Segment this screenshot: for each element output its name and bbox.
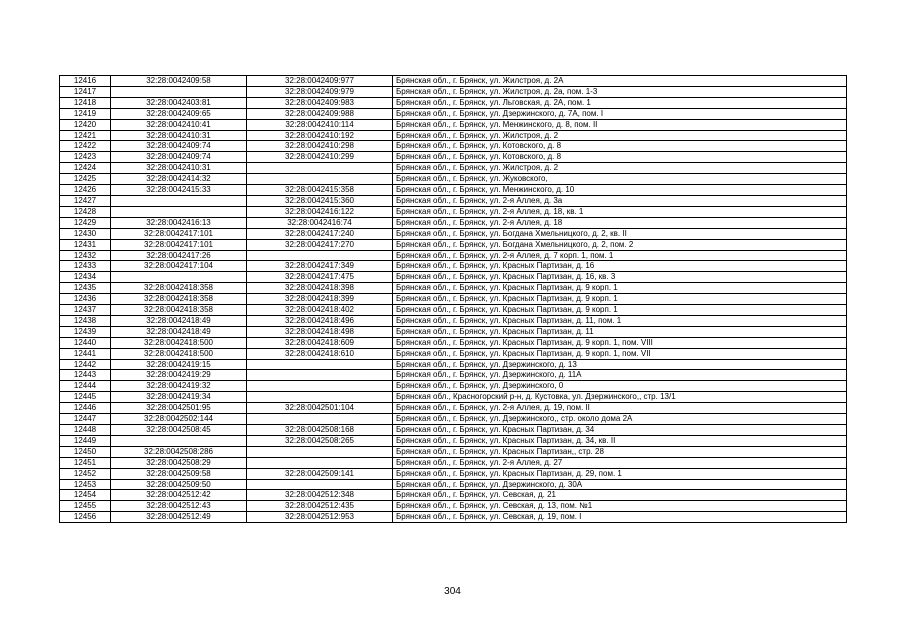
land-cadastral-number-cell: 32:28:0042403:81	[111, 97, 247, 108]
table-row	[60, 294, 847, 305]
address-cell: Брянская обл., г. Брянск, ул. Красных Партизан, д. 9 корп. 1, пом. VII	[393, 348, 847, 359]
land-cadastral-number-cell: 32:28:0042409:74	[111, 141, 247, 152]
land-cadastral-number-cell: 32:28:0042419:34	[111, 392, 247, 403]
address-cell: Брянская обл., г. Брянск, ул. Жуковского,	[393, 174, 847, 185]
table-row	[60, 490, 847, 501]
table-row	[60, 206, 847, 217]
object-cadastral-number-cell	[247, 250, 393, 261]
object-cadastral-number-cell: 32:28:0042418:402	[247, 305, 393, 316]
object-cadastral-number-cell	[247, 392, 393, 403]
land-cadastral-number-cell: 32:28:0042419:15	[111, 359, 247, 370]
table-row	[60, 414, 847, 425]
row-number-cell: 12442	[60, 359, 111, 370]
object-cadastral-number-cell: 32:28:0042410:299	[247, 152, 393, 163]
row-number-cell: 12452	[60, 468, 111, 479]
object-cadastral-number-cell: 32:28:0042418:609	[247, 337, 393, 348]
address-cell: Брянская обл., г. Брянск, ул. Красных Партизан, д. 16	[393, 261, 847, 272]
object-cadastral-number-cell: 32:28:0042410:114	[247, 119, 393, 130]
row-number-cell: 12450	[60, 446, 111, 457]
table-row	[60, 250, 847, 261]
row-number-cell: 12447	[60, 414, 111, 425]
row-number-cell: 12445	[60, 392, 111, 403]
table-row	[60, 359, 847, 370]
table-row	[60, 479, 847, 490]
address-cell: Брянская обл., г. Брянск, ул. Красных Партизан, д. 9 корп. 1	[393, 294, 847, 305]
land-cadastral-number-cell: 32:28:0042417:104	[111, 261, 247, 272]
table-row	[60, 261, 847, 272]
land-cadastral-number-cell: 32:28:0042415:33	[111, 185, 247, 196]
object-cadastral-number-cell: 32:28:0042409:988	[247, 108, 393, 119]
row-number-cell: 12436	[60, 294, 111, 305]
table-row	[60, 370, 847, 381]
object-cadastral-number-cell: 32:28:0042416:122	[247, 206, 393, 217]
table-row	[60, 86, 847, 97]
address-cell: Брянская обл., г. Брянск, ул. 2-я Аллея, д. 27	[393, 457, 847, 468]
address-cell: Брянская обл., г. Брянск, ул. Красных Партизан, д. 34	[393, 425, 847, 436]
address-cell: Брянская обл., г. Брянск, ул. Дзержинского, д. 13	[393, 359, 847, 370]
land-cadastral-number-cell: 32:28:0042509:50	[111, 479, 247, 490]
land-cadastral-number-cell: 32:28:0042418:500	[111, 337, 247, 348]
row-number-cell: 12423	[60, 152, 111, 163]
row-number-cell: 12435	[60, 283, 111, 294]
object-cadastral-number-cell	[247, 174, 393, 185]
row-number-cell: 12429	[60, 217, 111, 228]
row-number-cell: 12422	[60, 141, 111, 152]
address-cell: Брянская обл., г. Брянск, ул. Дзержинского,, стр. около дома 2А	[393, 414, 847, 425]
row-number-cell: 12433	[60, 261, 111, 272]
row-number-cell: 12453	[60, 479, 111, 490]
land-cadastral-number-cell: 32:28:0042409:65	[111, 108, 247, 119]
land-cadastral-number-cell: 32:28:0042512:43	[111, 501, 247, 512]
object-cadastral-number-cell: 32:28:0042512:953	[247, 512, 393, 523]
address-cell: Брянская обл., г. Брянск, ул. Красных Партизан, д. 11, пом. 1	[393, 315, 847, 326]
address-cell: Брянская обл., г. Брянск, ул. Севская, д. 21	[393, 490, 847, 501]
table-row	[60, 141, 847, 152]
object-cadastral-number-cell: 32:28:0042409:983	[247, 97, 393, 108]
land-cadastral-number-cell: 32:28:0042509:58	[111, 468, 247, 479]
object-cadastral-number-cell: 32:28:0042417:349	[247, 261, 393, 272]
table-row	[60, 185, 847, 196]
row-number-cell: 12448	[60, 425, 111, 436]
land-cadastral-number-cell	[111, 206, 247, 217]
address-cell: Брянская обл., г. Брянск, ул. 2-я Аллея, д. 7 корп. 1, пом. 1	[393, 250, 847, 261]
object-cadastral-number-cell: 32:28:0042418:498	[247, 326, 393, 337]
land-cadastral-number-cell: 32:28:0042409:58	[111, 76, 247, 87]
object-cadastral-number-cell	[247, 457, 393, 468]
address-cell: Брянская обл., г. Брянск, ул. Жилстроя, д. 2А	[393, 76, 847, 87]
table-row	[60, 76, 847, 87]
address-cell: Брянская обл., г. Брянск, ул. 2-я Аллея, д. 3а	[393, 195, 847, 206]
row-number-cell: 12434	[60, 272, 111, 283]
row-number-cell: 12419	[60, 108, 111, 119]
address-cell: Брянская обл., г. Брянск, ул. Красных Партизан,, стр. 28	[393, 446, 847, 457]
address-cell: Брянская обл., г. Брянск, ул. 2-я Аллея, д. 18, кв. 1	[393, 206, 847, 217]
table-row	[60, 392, 847, 403]
object-cadastral-number-cell: 32:28:0042508:265	[247, 435, 393, 446]
object-cadastral-number-cell: 32:28:0042512:435	[247, 501, 393, 512]
land-cadastral-number-cell: 32:28:0042417:101	[111, 228, 247, 239]
row-number-cell: 12424	[60, 163, 111, 174]
object-cadastral-number-cell: 32:28:0042418:399	[247, 294, 393, 305]
address-cell: Брянская обл., г. Брянск, ул. Красных Партизан, д. 29, пом. 1	[393, 468, 847, 479]
land-cadastral-number-cell: 32:28:0042512:49	[111, 512, 247, 523]
table-row	[60, 195, 847, 206]
object-cadastral-number-cell: 32:28:0042418:610	[247, 348, 393, 359]
table-row	[60, 217, 847, 228]
address-cell: Брянская обл., г. Брянск, ул. 2-я Аллея, д. 19, пом. II	[393, 403, 847, 414]
object-cadastral-number-cell: 32:28:0042418:496	[247, 315, 393, 326]
object-cadastral-number-cell: 32:28:0042417:475	[247, 272, 393, 283]
table-row	[60, 97, 847, 108]
table-row	[60, 174, 847, 185]
object-cadastral-number-cell: 32:28:0042410:298	[247, 141, 393, 152]
table-row	[60, 272, 847, 283]
table-row	[60, 381, 847, 392]
row-number-cell: 12418	[60, 97, 111, 108]
object-cadastral-number-cell	[247, 414, 393, 425]
table-row	[60, 457, 847, 468]
land-cadastral-number-cell: 32:28:0042418:358	[111, 294, 247, 305]
address-cell: Брянская обл., г. Брянск, ул. Жилстроя, д. 2	[393, 130, 847, 141]
land-cadastral-number-cell: 32:28:0042512:42	[111, 490, 247, 501]
table-row	[60, 152, 847, 163]
address-cell: Брянская обл., г. Брянск, ул. Дзержинского, 0	[393, 381, 847, 392]
table-row	[60, 119, 847, 130]
land-cadastral-number-cell: 32:28:0042501:95	[111, 403, 247, 414]
row-number-cell: 12425	[60, 174, 111, 185]
row-number-cell: 12455	[60, 501, 111, 512]
object-cadastral-number-cell	[247, 163, 393, 174]
row-number-cell: 12439	[60, 326, 111, 337]
land-cadastral-number-cell: 32:28:0042418:358	[111, 283, 247, 294]
land-cadastral-number-cell: 32:28:0042419:32	[111, 381, 247, 392]
object-cadastral-number-cell	[247, 359, 393, 370]
address-cell: Брянская обл., г. Брянск, ул. 2-я Аллея, д. 18	[393, 217, 847, 228]
land-cadastral-number-cell: 32:28:0042508:45	[111, 425, 247, 436]
object-cadastral-number-cell: 32:28:0042509:141	[247, 468, 393, 479]
table-row	[60, 512, 847, 523]
object-cadastral-number-cell: 32:28:0042508:168	[247, 425, 393, 436]
address-cell: Брянская обл., г. Брянск, ул. Красных Партизан, д. 9 корп. 1	[393, 305, 847, 316]
land-cadastral-number-cell: 32:28:0042410:41	[111, 119, 247, 130]
object-cadastral-number-cell: 32:28:0042415:358	[247, 185, 393, 196]
object-cadastral-number-cell: 32:28:0042410:192	[247, 130, 393, 141]
address-cell: Брянская обл., г. Брянск, ул. Дзержинского, д. 30А	[393, 479, 847, 490]
row-number-cell: 12427	[60, 195, 111, 206]
table-row	[60, 435, 847, 446]
address-cell: Брянская обл., г. Брянск, ул. Богдана Хмельницкого, д. 2, кв. II	[393, 228, 847, 239]
row-number-cell: 12456	[60, 512, 111, 523]
object-cadastral-number-cell	[247, 381, 393, 392]
address-cell: Брянская обл., г. Брянск, ул. Красных Партизан, д. 9 корп. 1, пом. VIII	[393, 337, 847, 348]
land-cadastral-number-cell: 32:28:0042419:29	[111, 370, 247, 381]
table-row	[60, 163, 847, 174]
table-row	[60, 326, 847, 337]
object-cadastral-number-cell	[247, 370, 393, 381]
table-row	[60, 283, 847, 294]
row-number-cell: 12454	[60, 490, 111, 501]
row-number-cell: 12426	[60, 185, 111, 196]
object-cadastral-number-cell: 32:28:0042417:240	[247, 228, 393, 239]
land-cadastral-number-cell	[111, 195, 247, 206]
object-cadastral-number-cell: 32:28:0042512:348	[247, 490, 393, 501]
land-cadastral-number-cell: 32:28:0042410:31	[111, 163, 247, 174]
land-cadastral-number-cell	[111, 86, 247, 97]
address-cell: Брянская обл., Красногорский р-н, д. Кустовка, ул. Дзержинского,, стр. 13/1	[393, 392, 847, 403]
address-cell: Брянская обл., г. Брянск, ул. Севская, д. 13, пом. №1	[393, 501, 847, 512]
land-cadastral-number-cell: 32:28:0042508:29	[111, 457, 247, 468]
address-cell: Брянская обл., г. Брянск, ул. Льговская, д. 2А, пом. 1	[393, 97, 847, 108]
row-number-cell: 12443	[60, 370, 111, 381]
land-cadastral-number-cell	[111, 435, 247, 446]
table-row	[60, 315, 847, 326]
object-cadastral-number-cell: 32:28:0042501:104	[247, 403, 393, 414]
row-number-cell: 12432	[60, 250, 111, 261]
address-cell: Брянская обл., г. Брянск, ул. Богдана Хмельницкого, д. 2, пом. 2	[393, 239, 847, 250]
land-cadastral-number-cell: 32:28:0042417:26	[111, 250, 247, 261]
row-number-cell: 12421	[60, 130, 111, 141]
row-number-cell: 12441	[60, 348, 111, 359]
table-row	[60, 130, 847, 141]
registry-table-body	[60, 76, 847, 523]
land-cadastral-number-cell: 32:28:0042410:31	[111, 130, 247, 141]
table-row	[60, 239, 847, 250]
object-cadastral-number-cell: 32:28:0042409:977	[247, 76, 393, 87]
row-number-cell: 12451	[60, 457, 111, 468]
object-cadastral-number-cell	[247, 479, 393, 490]
address-cell: Брянская обл., г. Брянск, ул. Красных Партизан, д. 16, кв. 3	[393, 272, 847, 283]
object-cadastral-number-cell: 32:28:0042418:398	[247, 283, 393, 294]
address-cell: Брянская обл., г. Брянск, ул. Красных Партизан, д. 11	[393, 326, 847, 337]
land-cadastral-number-cell: 32:28:0042418:500	[111, 348, 247, 359]
table-row	[60, 108, 847, 119]
row-number-cell: 12437	[60, 305, 111, 316]
land-cadastral-number-cell: 32:28:0042418:49	[111, 326, 247, 337]
land-cadastral-number-cell: 32:28:0042418:49	[111, 315, 247, 326]
row-number-cell: 12430	[60, 228, 111, 239]
address-cell: Брянская обл., г. Брянск, ул. Дзержинского, д. 7А, пом. I	[393, 108, 847, 119]
land-cadastral-number-cell: 32:28:0042414:32	[111, 174, 247, 185]
address-cell: Брянская обл., г. Брянск, ул. Красных Партизан, д. 34, кв. II	[393, 435, 847, 446]
row-number-cell: 12428	[60, 206, 111, 217]
land-cadastral-number-cell: 32:28:0042508:286	[111, 446, 247, 457]
address-cell: Брянская обл., г. Брянск, ул. Менжинского, д. 8, пом. II	[393, 119, 847, 130]
address-cell: Брянская обл., г. Брянск, ул. Жилстроя, д. 2	[393, 163, 847, 174]
land-cadastral-number-cell: 32:28:0042417:101	[111, 239, 247, 250]
address-cell: Брянская обл., г. Брянск, ул. Котовского, д. 8	[393, 141, 847, 152]
object-cadastral-number-cell	[247, 446, 393, 457]
table-row	[60, 501, 847, 512]
address-cell: Брянская обл., г. Брянск, ул. Дзержинского, д. 11А	[393, 370, 847, 381]
row-number-cell: 12420	[60, 119, 111, 130]
address-cell: Брянская обл., г. Брянск, ул. Красных Партизан, д. 9 корп. 1	[393, 283, 847, 294]
land-cadastral-number-cell	[111, 272, 247, 283]
table-row	[60, 305, 847, 316]
object-cadastral-number-cell: 32:28:0042409:979	[247, 86, 393, 97]
object-cadastral-number-cell: 32:28:0042415:360	[247, 195, 393, 206]
table-row	[60, 337, 847, 348]
registry-table	[59, 75, 847, 523]
land-cadastral-number-cell: 32:28:0042409:74	[111, 152, 247, 163]
table-row	[60, 228, 847, 239]
row-number-cell: 12431	[60, 239, 111, 250]
object-cadastral-number-cell: 32:28:0042417:270	[247, 239, 393, 250]
address-cell: Брянская обл., г. Брянск, ул. Менжинского, д. 10	[393, 185, 847, 196]
row-number-cell: 12446	[60, 403, 111, 414]
table-row	[60, 403, 847, 414]
table-row	[60, 425, 847, 436]
object-cadastral-number-cell: 32:28:0042416:74	[247, 217, 393, 228]
land-cadastral-number-cell: 32:28:0042418:358	[111, 305, 247, 316]
row-number-cell: 12440	[60, 337, 111, 348]
table-row	[60, 468, 847, 479]
address-cell: Брянская обл., г. Брянск, ул. Котовского, д. 8	[393, 152, 847, 163]
row-number-cell: 12449	[60, 435, 111, 446]
row-number-cell: 12438	[60, 315, 111, 326]
land-cadastral-number-cell: 32:28:0042416:13	[111, 217, 247, 228]
row-number-cell: 12417	[60, 86, 111, 97]
address-cell: Брянская обл., г. Брянск, ул. Жилстроя, д. 2а, пом. 1-3	[393, 86, 847, 97]
row-number-cell: 12444	[60, 381, 111, 392]
table-row	[60, 446, 847, 457]
address-cell: Брянская обл., г. Брянск, ул. Севская, д. 19, пом. I	[393, 512, 847, 523]
row-number-cell: 12416	[60, 76, 111, 87]
land-cadastral-number-cell: 32:28:0042502:144	[111, 414, 247, 425]
page-number: 304	[444, 586, 461, 597]
table-row	[60, 348, 847, 359]
